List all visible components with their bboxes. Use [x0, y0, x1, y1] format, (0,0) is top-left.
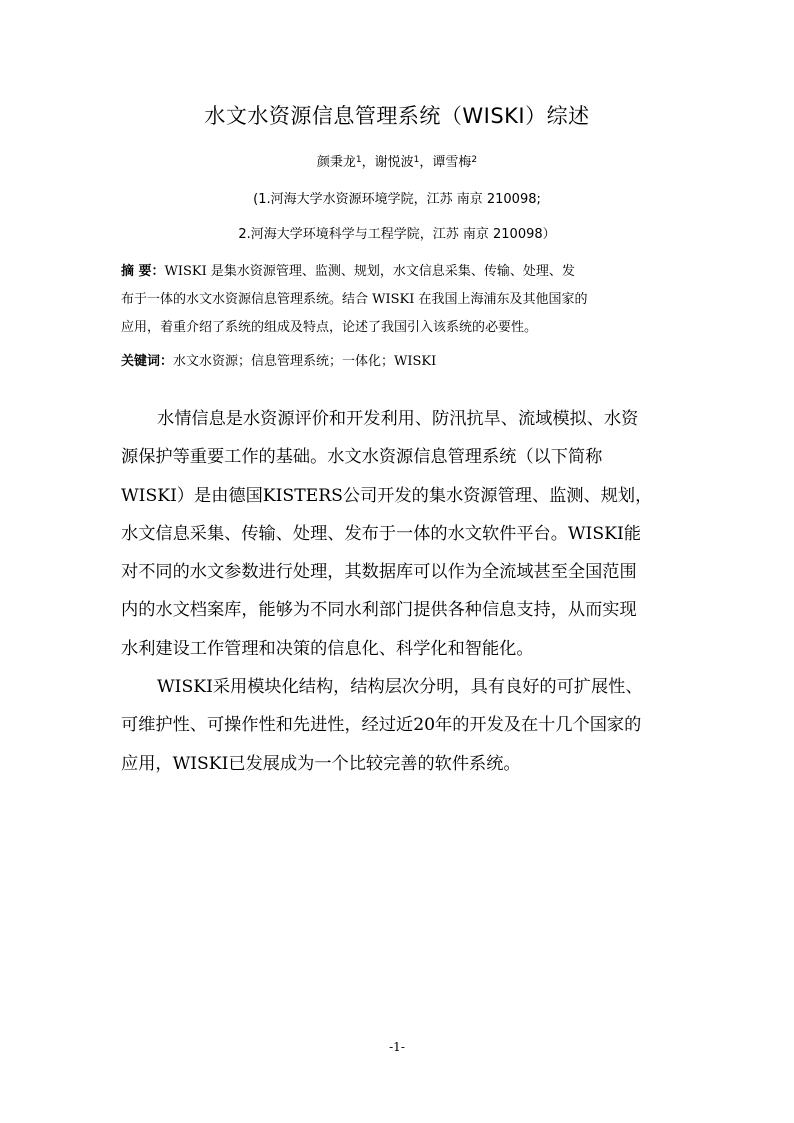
abstract-line: 布于一体的水文水资源信息管理系统。结合 WISKI 在我国上海浦东及其他国家的 [121, 292, 588, 307]
paragraph-line: 内的水文档案库，能够为不同水利部门提供各种信息支持，从而实现 [121, 600, 637, 621]
abstract [121, 258, 677, 342]
keywords-label: 关键词： [121, 354, 174, 369]
body-text [121, 400, 677, 783]
author-separator: ， [419, 155, 433, 170]
affiliation-2: 2.河海大学环境科学与工程学院，江苏 南京 210098） [238, 227, 556, 242]
paragraph-line: 水利建设工作管理和决策的信息化、科学化和智能化。 [121, 638, 534, 659]
author-name: 谢悦波 [374, 155, 414, 170]
author-separator: ， [361, 155, 375, 170]
abstract-line [121, 258, 677, 286]
paragraph-line: 水文信息采集、传输、处理、发布于一体的水文软件平台。WISKI能 [121, 523, 641, 544]
abstract-text: WISKI 是集水资源管理、监测、规划，水文信息采集、传输、处理、发 [164, 264, 575, 279]
paragraph-line: 源保护等重要工作的基础。水文水资源信息管理系统（以下简称 [121, 447, 603, 468]
paragraph-line: 水情信息是水资源评价和开发利用、防汛抗旱、流域模拟、水资 [157, 409, 639, 429]
paragraph-line: WISKI采用模块化结构，结构层次分明，具有良好的可扩展性、 [157, 677, 643, 698]
affiliation-1: (1.河海大学水资源环境学院，江苏 南京 210098; [253, 192, 541, 207]
keywords-text: 水文水资源；信息管理系统；一体化；WISKI [173, 354, 437, 369]
author-name: 谭雪梅 [432, 155, 472, 170]
author-affiliation-mark: 2 [471, 155, 478, 165]
author-affiliation-mark: 1 [355, 155, 362, 165]
paragraph-line: 对不同的水文参数进行处理，其数据库可以作为全流域甚至全国范围 [121, 562, 637, 583]
abstract-line: 应用，着重介绍了系统的组成及特点，论述了我国引入该系统的必要性。 [121, 320, 538, 335]
paper-title: 水文水资源信息管理系统（WISKI）综述 [204, 104, 590, 128]
paragraph-line: WISKI）是由德国KISTERS公司开发的集水资源管理、监测、规划， [121, 485, 653, 506]
author-affiliation-mark: 1 [413, 155, 420, 165]
paragraph-line: 可维护性、可操作性和先进性，经过近20年的开发及在十几个国家的 [121, 715, 642, 736]
page-number: -1- [389, 1040, 405, 1054]
author-line [0, 151, 794, 170]
paragraph-line: 应用，WISKI已发展成为一个比较完善的软件系统。 [121, 753, 521, 774]
abstract-label: 摘 要： [121, 264, 165, 279]
keywords [121, 350, 436, 369]
author-name: 颜秉龙 [316, 155, 356, 170]
